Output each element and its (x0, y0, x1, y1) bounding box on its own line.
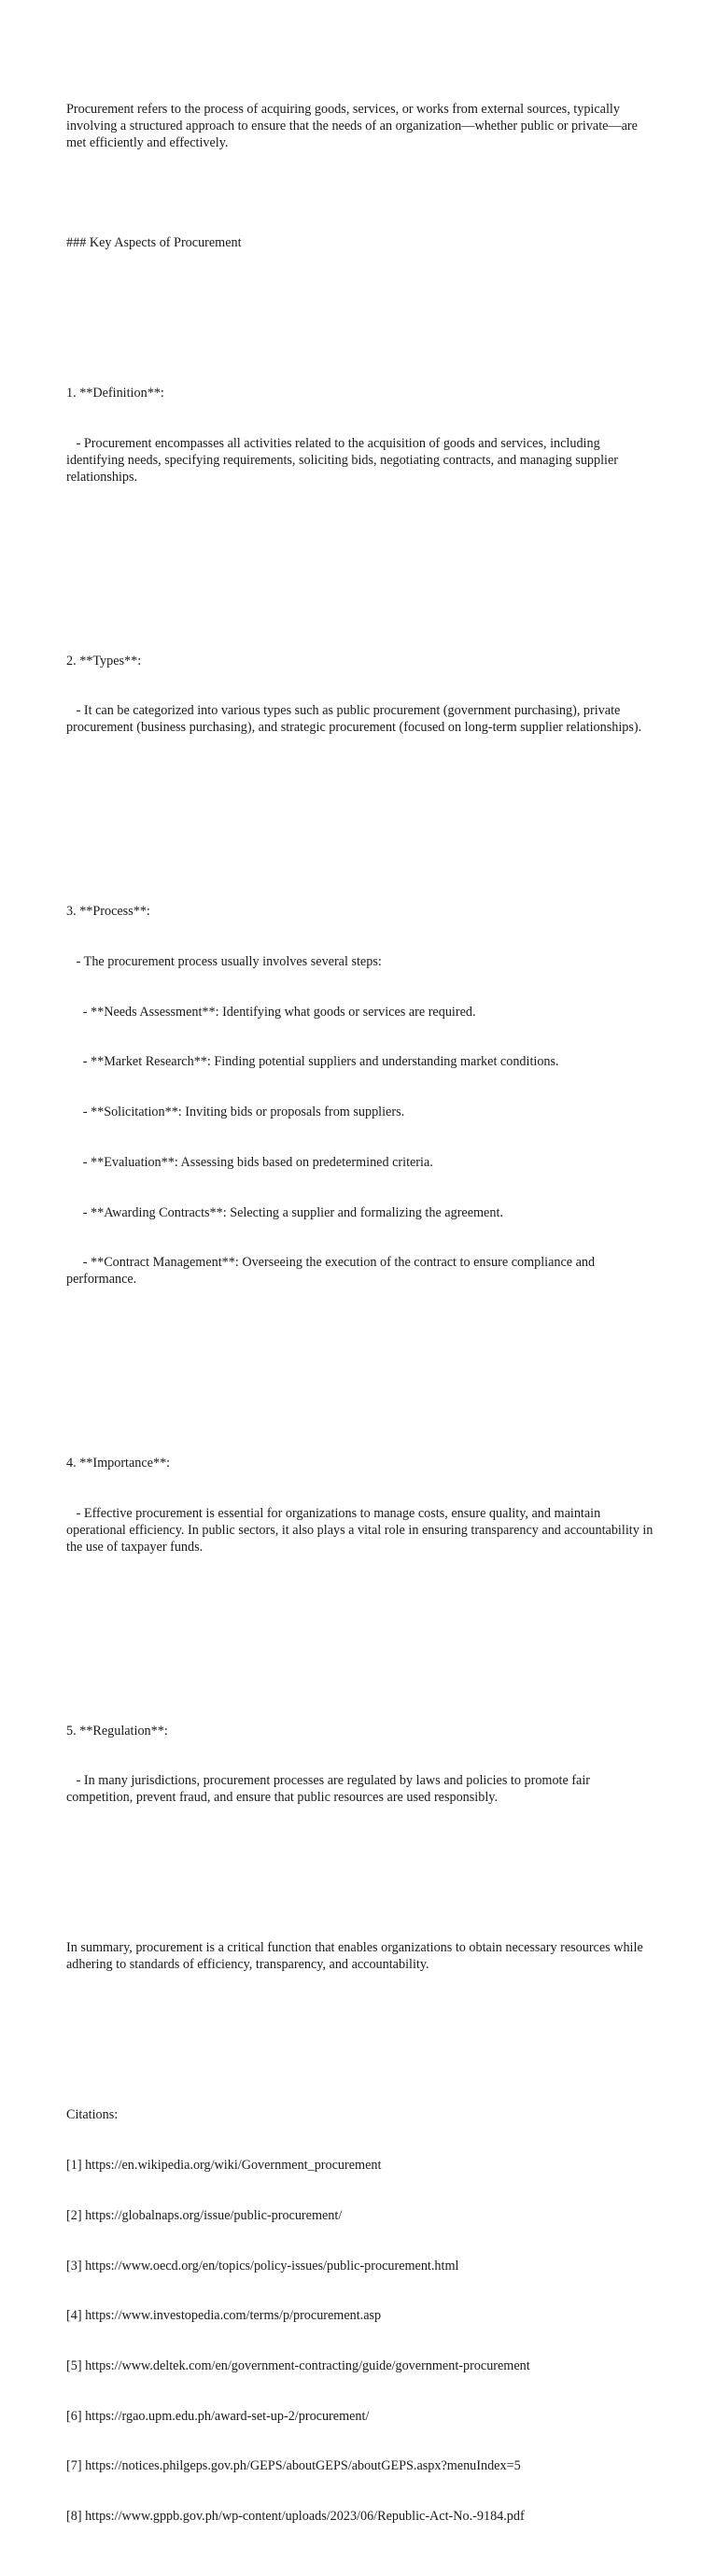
spacer (66, 1874, 654, 1891)
spacer (66, 2007, 654, 2024)
spacer (66, 185, 654, 202)
section-text: - In many jurisdictions, procurement processes are regulated by laws and policies to promote fair competition, prevent fraud, and ensure that public resources are used responsibly. (66, 1773, 594, 1806)
process-step: - **Needs Assessment**: Identifying what goods or services are required. (66, 1004, 476, 1020)
section-process (66, 870, 654, 1321)
summary-paragraph: In summary, procurement is a critical function that enables organizations to obtain necessary resources while adhering to standards of efficiency, transparency, and accountability. (66, 1940, 647, 1973)
section-text: - Effective procurement is essential for organizations to manage costs, ensure quality, and maintain operational efficiency. In public sectors, it also plays a vital role in ensuring transparency and accountability in the use of taxpayer funds. (66, 1505, 656, 1555)
process-step: - **Evaluation**: Assessing bids based on predetermined criteria. (66, 1154, 433, 1170)
spacer (66, 553, 654, 570)
section-regulation (66, 1690, 654, 1840)
process-step: - **Awarding Contracts**: Selecting a supplier and formalizing the agreement. (66, 1204, 503, 1220)
intro-paragraph: Procurement refers to the process of acquiring goods, services, or works from external sources, typically involving a structured approach to ensure that the needs of an organization—whether public or private—are met efficiently and effectively. (66, 101, 641, 150)
section-title: 1. **Definition**: (66, 386, 164, 401)
process-step: - **Solicitation**: Inviting bids or proposals from suppliers. (66, 1105, 405, 1120)
spacer (66, 1356, 654, 1372)
process-step: - **Market Research**: Finding potential suppliers and understanding market conditions. (66, 1054, 559, 1070)
citation-item: [3] https://www.oecd.org/en/topics/policy-issues/public-procurement.html (66, 2258, 459, 2273)
section-text: - It can be categorized into various types such as public procurement (government purchasing), private procurement (business purchasing), and strategic procurement (focused on long-term supplier relationships). (66, 703, 642, 736)
section-text: - Procurement encompasses all activities related to the acquisition of goods and services, including identifying needs, specifying requirements, soliciting bids, negotiating contracts, and managing supplier relationships. (66, 435, 622, 485)
section-definition (66, 352, 654, 519)
document-body (66, 68, 654, 2576)
spacer (66, 804, 654, 821)
citation-item: [4] https://www.investopedia.com/terms/p/procurement.asp (66, 2308, 382, 2324)
section-heading: ### Key Aspects of Procurement (66, 235, 242, 251)
citations-label: Citations: (66, 2107, 119, 2123)
citation-item: [7] https://notices.philgeps.gov.ph/GEPS/aboutGEPS/aboutGEPS.aspx?menuIndex=5 (66, 2458, 521, 2474)
spacer (66, 1623, 654, 1640)
citation-item: [2] https://globalnaps.org/issue/public-procurement/ (66, 2207, 343, 2223)
citation-item: [5] https://www.deltek.com/en/government-contracting/guide/government-procurement (66, 2358, 530, 2374)
citations-list (66, 2075, 654, 2559)
citation-item: [8] https://www.gppb.gov.ph/wp-content/uploads/2023/06/Republic-Act-No.-9184.pdf (66, 2509, 525, 2525)
process-step: - **Contract Management**: Overseeing the execution of the contract to ensure compliance and performance. (66, 1255, 598, 1288)
citation-item: [6] https://rgao.upm.edu.ph/award-set-up-2/procurement/ (66, 2408, 370, 2424)
section-title: 2. **Types**: (66, 653, 142, 669)
section-text: - The procurement process usually involves several steps: (66, 953, 382, 969)
section-title: 5. **Regulation**: (66, 1723, 168, 1738)
section-importance (66, 1422, 654, 1589)
section-title: 3. **Process**: (66, 904, 150, 920)
citation-item: [1] https://en.wikipedia.org/wiki/Government_procurement (66, 2158, 382, 2174)
section-title: 4. **Importance**: (66, 1456, 171, 1471)
spacer (66, 286, 654, 303)
section-types (66, 620, 654, 770)
